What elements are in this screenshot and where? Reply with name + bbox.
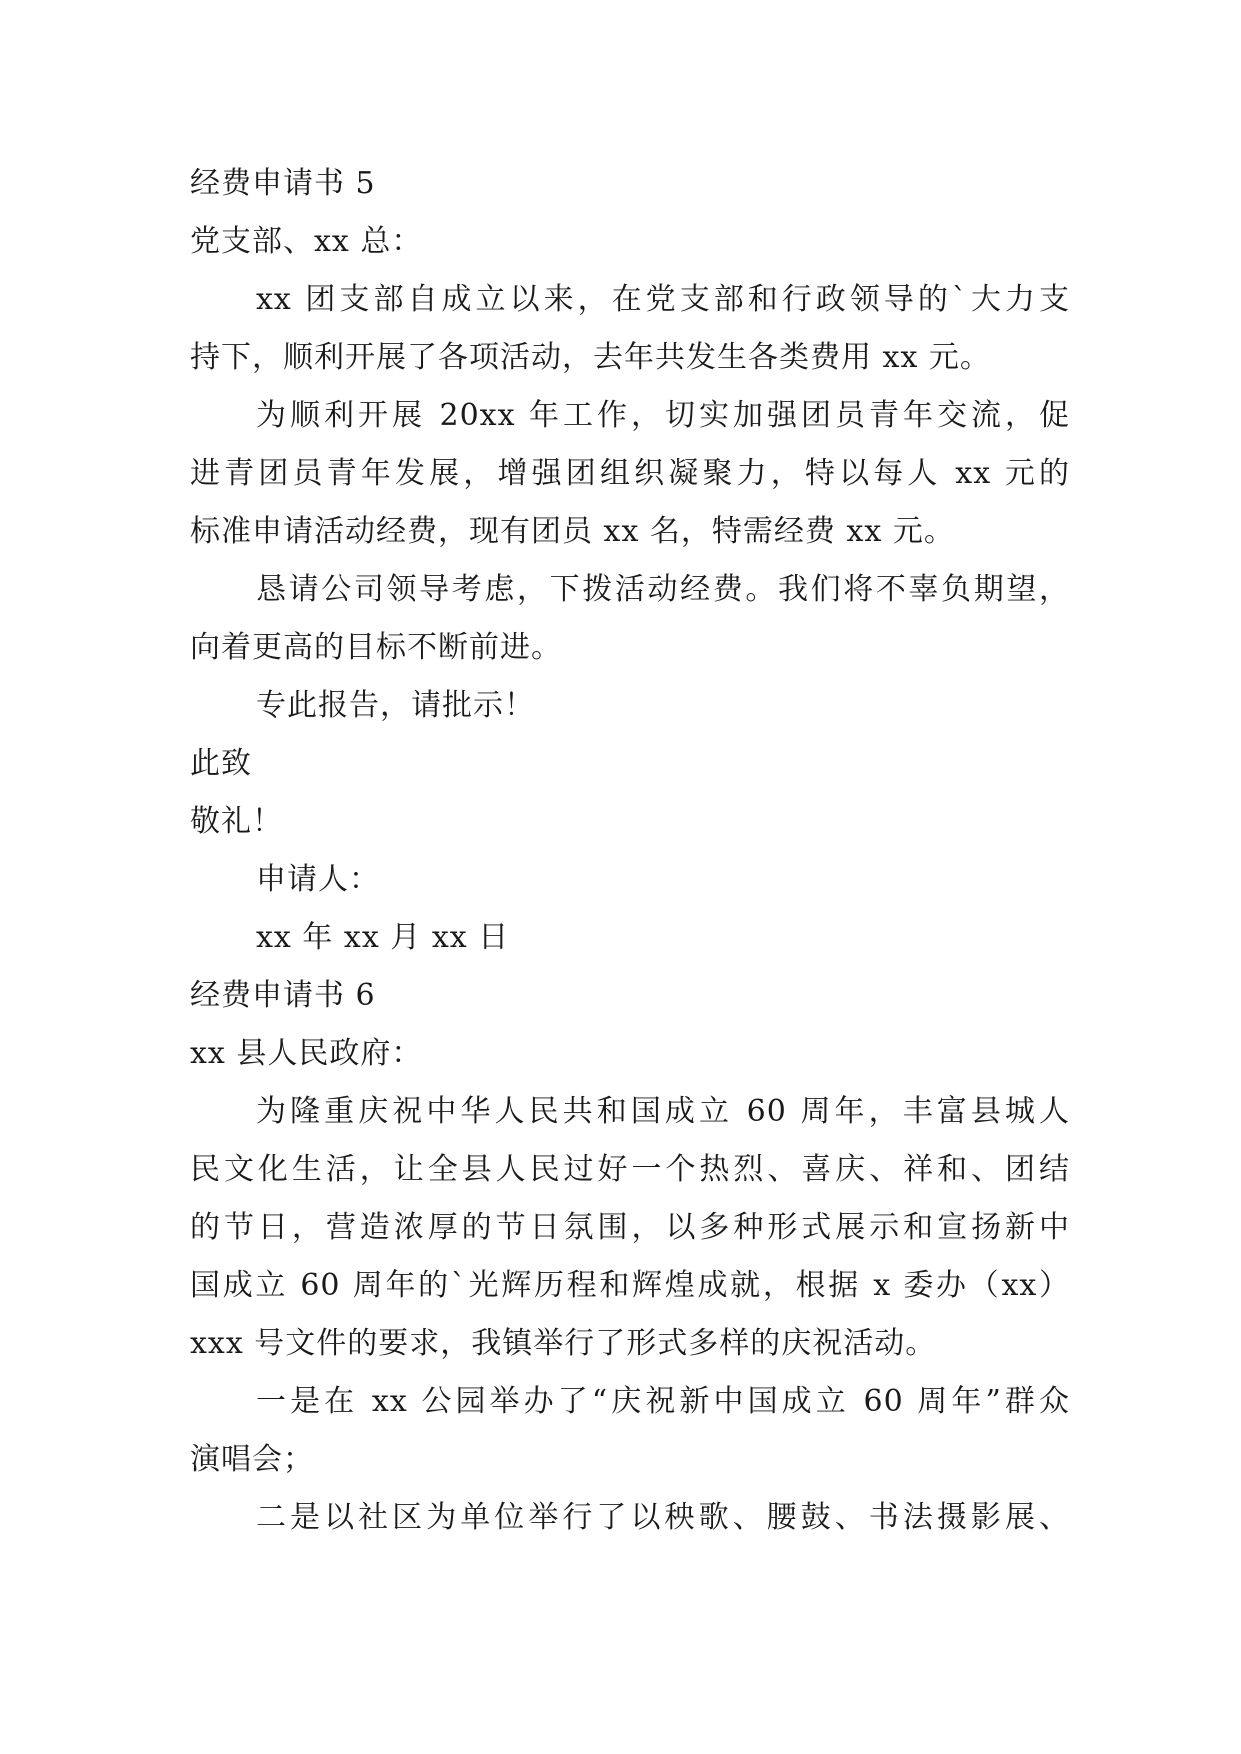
paragraph-line: 民文化生活，让全县人民过好一个热烈、喜庆、祥和、团结 xyxy=(190,1152,1070,1187)
document-body xyxy=(190,155,1070,1547)
paragraph-line: 恳请公司领导考虑，下拨活动经费。我们将不辜负期望， xyxy=(256,572,1070,607)
paragraph-line: 演唱会； xyxy=(190,1442,314,1477)
paragraph-line: xx 团支部自成立以来，在党支部和行政领导的`大力支 xyxy=(256,282,1070,317)
closing-line: 此致 xyxy=(190,746,252,781)
section-title: 经费申请书 5 xyxy=(190,166,376,201)
paragraph-line: 标准申请活动经费，现有团员 xx 名，特需经费 xx 元。 xyxy=(190,514,955,549)
paragraph-line: 二是以社区为单位举行了以秧歌、腰鼓、书法摄影展、 xyxy=(256,1500,1070,1535)
paragraph-line: 为顺利开展 20xx 年工作，切实加强团员青年交流，促 xyxy=(256,398,1070,433)
date-line: xx 年 xx 月 xx 日 xyxy=(256,920,510,955)
salutation: 党支部、xx 总： xyxy=(190,224,423,259)
paragraph-line: 持下，顺利开展了各项活动，去年共发生各类费用 xx 元。 xyxy=(190,340,991,375)
applicant-label: 申请人： xyxy=(256,862,380,897)
paragraph-line: 专此报告，请批示！ xyxy=(256,688,535,723)
paragraph-line: 为隆重庆祝中华人民共和国成立 60 周年，丰富县城人 xyxy=(256,1094,1070,1129)
paragraph-line: 向着更高的目标不断前进。 xyxy=(190,630,562,665)
closing-line: 敬礼！ xyxy=(190,804,283,839)
paragraph-line: xxx 号文件的要求，我镇举行了形式多样的庆祝活动。 xyxy=(190,1326,937,1361)
paragraph-line: 一是在 xx 公园举办了“庆祝新中国成立 60 周年”群众 xyxy=(256,1384,1070,1419)
paragraph-line: 进青团员青年发展，增强团组织凝聚力，特以每人 xx 元的 xyxy=(190,456,1070,491)
salutation: xx 县人民政府： xyxy=(190,1036,423,1071)
paragraph-line: 的节日，营造浓厚的节日氛围，以多种形式展示和宣扬新中 xyxy=(190,1210,1070,1245)
section-title: 经费申请书 6 xyxy=(190,978,376,1013)
paragraph-line: 国成立 60 周年的`光辉历程和辉煌成就，根据 x 委办（xx） xyxy=(190,1268,1070,1303)
